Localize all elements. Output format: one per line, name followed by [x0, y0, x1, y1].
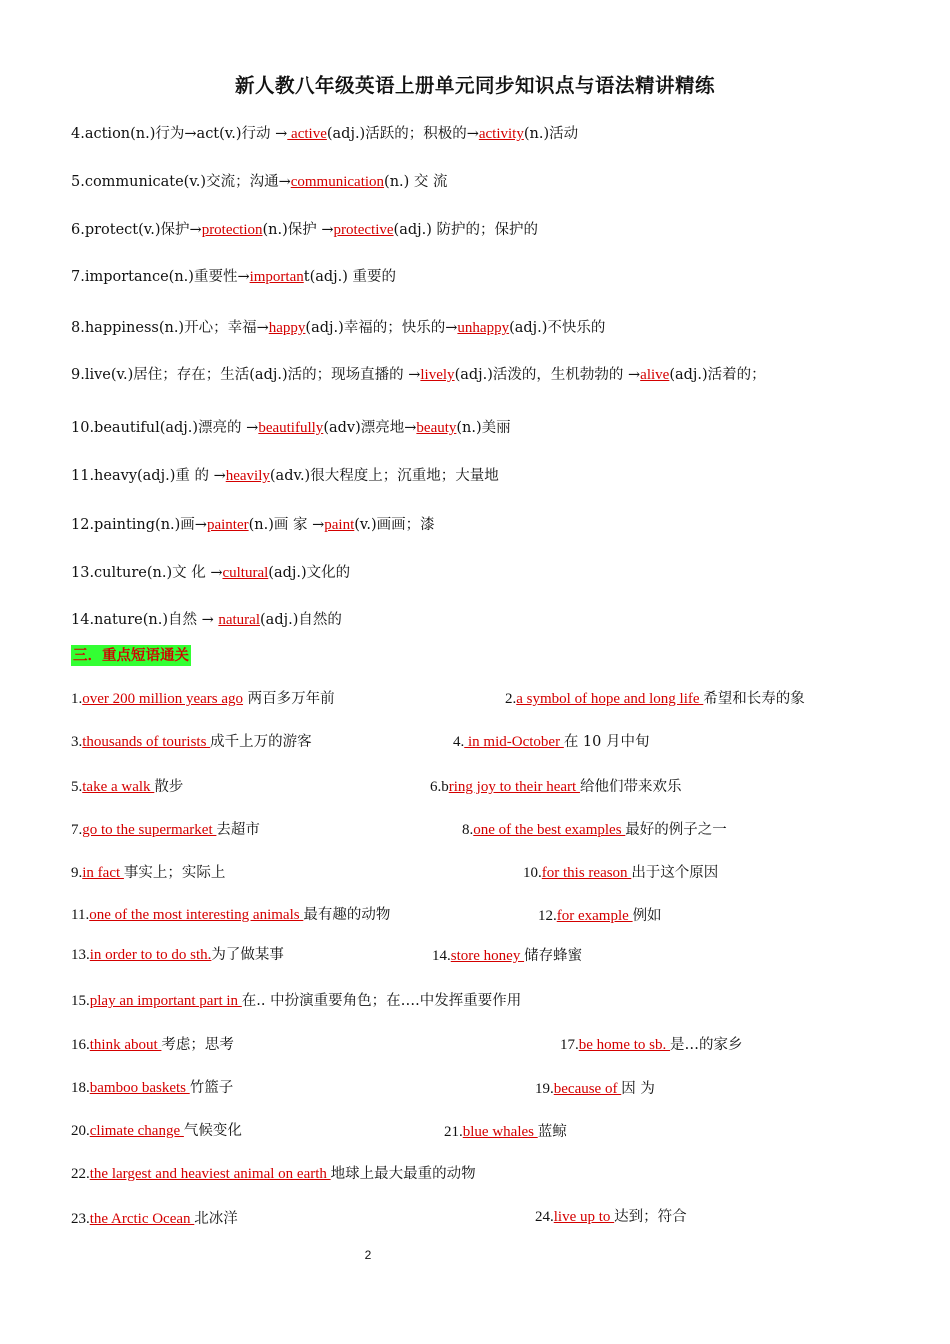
word-form-line-11	[71, 466, 499, 486]
word-form-line-5	[71, 172, 448, 192]
phrase-meaning: 去超市	[216, 822, 260, 838]
phrase-number: 5.	[71, 779, 83, 795]
phrase-meaning: 竹篮子	[189, 1080, 234, 1096]
phrase-answer: ring joy to their heart	[448, 779, 580, 795]
phrase-number: 20.	[71, 1123, 90, 1139]
word-form-text: (adj.) 防护的；保护的	[393, 222, 538, 238]
word-form-answer: paint	[324, 517, 355, 533]
phrase-item-16	[71, 1035, 234, 1055]
phrase-number: 12.	[538, 908, 557, 924]
phrase-answer: play an important part in	[89, 993, 242, 1009]
word-form-text: 14.nature(n.)自然 →	[71, 612, 219, 628]
phrase-number: 23.	[71, 1211, 90, 1227]
phrase-item-15	[71, 991, 521, 1011]
phrase-answer: thousands of tourists	[82, 734, 211, 750]
phrase-item-1	[71, 689, 335, 709]
word-form-text: (adj.)活跃的；积极的→	[326, 126, 479, 142]
word-form-text: (n.)活动	[523, 126, 579, 142]
phrase-meaning: 例如	[632, 908, 662, 924]
phrase-answer: live up to	[553, 1209, 615, 1225]
phrase-item-24	[535, 1207, 687, 1227]
phrase-meaning: 希望和长寿的象	[703, 691, 805, 707]
phrase-answer: blue whales	[462, 1124, 538, 1140]
word-form-answer: cultural	[222, 565, 269, 581]
phrase-answer: in order to to do sth.	[89, 947, 212, 963]
phrase-meaning: 最有趣的动物	[303, 907, 391, 923]
phrase-answer: for example	[556, 908, 633, 924]
phrase-number: 22.	[71, 1166, 90, 1182]
phrase-number: 14.	[432, 948, 451, 964]
phrase-meaning: 是…的家乡	[670, 1037, 743, 1053]
phrase-item-14	[432, 946, 582, 966]
phrase-number: 17.	[560, 1037, 579, 1053]
page-number: 2	[364, 1248, 372, 1262]
phrase-number: 13.	[71, 947, 90, 963]
word-form-answer: activity	[478, 126, 524, 142]
phrase-number: 1.	[71, 691, 83, 707]
word-form-text: 8.happiness(n.)开心；幸福→	[71, 320, 269, 336]
phrase-item-8	[462, 820, 727, 840]
word-form-text: (adj.)活着的；	[669, 367, 766, 383]
word-form-answer: beauty	[416, 420, 457, 436]
phrase-meaning: 因 为	[621, 1081, 655, 1097]
phrase-number: 10.	[523, 865, 542, 881]
word-form-text: 9.live(v.)居住；存在；生活(adj.)活的；现场直播的 →	[71, 367, 421, 383]
phrase-answer: because of	[553, 1081, 622, 1097]
phrase-item-10	[523, 863, 718, 883]
phrase-meaning: 在 10 月中旬	[563, 734, 650, 750]
word-form-text: 6.protect(v.)保护→	[71, 222, 202, 238]
phrase-answer: one of the best examples	[473, 822, 626, 838]
phrase-answer: bamboo baskets	[89, 1080, 190, 1096]
word-form-text: (n.)保护 →	[262, 222, 334, 238]
page-title: 新人教八年级英语上册单元同步知识点与语法精讲精练	[234, 74, 715, 97]
word-form-text: (adj.)文化的	[268, 565, 351, 581]
word-form-text: 13.culture(n.)文 化 →	[71, 565, 223, 581]
phrase-answer: in mid-October	[464, 734, 564, 750]
phrase-item-21	[444, 1122, 567, 1142]
phrase-item-12	[538, 906, 662, 926]
word-form-line-14	[71, 610, 342, 630]
phrase-number: 4.	[453, 734, 465, 750]
phrase-item-23	[71, 1209, 238, 1229]
word-form-text: (adv.)很大程度上；沉重地；大量地	[269, 468, 499, 484]
word-form-text: 12.painting(n.)画→	[71, 517, 207, 533]
word-form-text: 7.importance(n.)重要性→	[71, 269, 250, 285]
word-form-line-12	[71, 515, 435, 535]
phrase-item-18	[71, 1078, 233, 1098]
phrase-number: 3.	[71, 734, 83, 750]
phrase-item-20	[71, 1121, 242, 1141]
phrase-answer: take a walk	[82, 779, 155, 795]
phrase-answer: the Arctic Ocean	[89, 1211, 195, 1227]
word-form-answer: beautifully	[258, 420, 324, 436]
phrase-item-9	[71, 863, 225, 883]
phrase-meaning: 最好的例子之一	[625, 822, 727, 838]
word-form-text: (n.)美丽	[456, 420, 511, 436]
word-form-answer: protective	[333, 222, 394, 238]
word-form-line-10	[71, 418, 511, 438]
word-form-text: t(adj.) 重要的	[303, 269, 397, 285]
section-heading: 三．重点短语通关	[73, 647, 189, 664]
word-form-text: (adj.)自然的	[260, 612, 342, 628]
phrase-meaning: 散步	[154, 779, 184, 795]
phrase-number: 15.	[71, 993, 90, 1009]
word-form-line-13	[71, 563, 350, 583]
word-form-answer: protection	[201, 222, 263, 238]
phrase-meaning: 地球上最大最重的动物	[330, 1166, 476, 1182]
word-form-text: (v.)画画；漆	[354, 517, 435, 533]
phrase-answer: think about	[89, 1037, 162, 1053]
word-form-answer: alive	[640, 367, 670, 383]
word-form-answer: lively	[420, 367, 455, 383]
phrase-number: 8.	[462, 822, 474, 838]
phrase-item-4	[453, 732, 649, 752]
word-form-answer: happy	[268, 320, 306, 336]
phrase-item-2	[505, 689, 805, 709]
phrase-item-17	[560, 1035, 743, 1055]
word-form-text: (adj.)不快乐的	[509, 320, 606, 336]
word-form-answer: communication	[290, 174, 385, 190]
phrase-number: 24.	[535, 1209, 554, 1225]
phrase-meaning: 事实上；实际上	[123, 865, 226, 881]
phrase-answer: climate change	[89, 1123, 184, 1139]
phrase-number: 21.	[444, 1124, 463, 1140]
word-form-answer: importan	[249, 269, 304, 285]
phrase-number: 7.	[71, 822, 83, 838]
word-form-answer: unhappy	[457, 320, 510, 336]
word-form-text: (adj.)幸福的；快乐的→	[305, 320, 458, 336]
phrase-number: 16.	[71, 1037, 90, 1053]
word-form-line-9	[71, 365, 766, 385]
word-form-text: 4.action(n.)行为→act(v.)行动 →	[71, 126, 288, 142]
phrase-answer: over 200 million years ago	[82, 691, 244, 707]
phrase-answer: be home to sb.	[578, 1037, 670, 1053]
phrase-number: 18.	[71, 1080, 90, 1096]
phrase-meaning: 气候变化	[183, 1123, 242, 1139]
word-form-line-4	[71, 124, 578, 144]
phrase-answer: the largest and heaviest animal on earth	[89, 1166, 331, 1182]
word-form-line-6	[71, 220, 538, 240]
word-form-text: 10.beautiful(adj.)漂亮的 →	[71, 420, 259, 436]
word-form-answer: heavily	[225, 468, 270, 484]
phrase-number: 19.	[535, 1081, 554, 1097]
word-form-text: 11.heavy(adj.)重 的 →	[71, 468, 226, 484]
phrase-meaning: 出于这个原因	[631, 865, 719, 881]
word-form-text: (adv)漂亮地→	[323, 420, 417, 436]
word-form-answer: natural	[218, 612, 261, 628]
phrase-meaning: 为了做某事	[211, 947, 284, 963]
phrase-number: 11.	[71, 907, 90, 923]
phrase-answer: store honey	[450, 948, 525, 964]
phrase-meaning: 达到；符合	[614, 1209, 687, 1225]
phrase-answer: a symbol of hope and long life	[516, 691, 704, 707]
word-form-text: (n.)画 家 →	[248, 517, 325, 533]
phrase-item-22	[71, 1164, 476, 1184]
word-form-text: (n.) 交 流	[384, 174, 448, 190]
word-form-text: 5.communicate(v.)交流；沟通→	[71, 174, 291, 190]
phrase-meaning: 考虑；思考	[161, 1037, 234, 1053]
phrase-meaning: 两百多万年前	[243, 691, 335, 707]
phrase-answer: for this reason	[541, 865, 632, 881]
phrase-item-11	[71, 905, 390, 925]
phrase-answer: go to the supermarket	[82, 822, 217, 838]
phrase-item-6	[430, 777, 681, 797]
phrase-answer: in fact	[82, 865, 124, 881]
phrase-item-5	[71, 777, 183, 797]
word-form-answer: painter	[206, 517, 249, 533]
phrase-meaning: 在.. 中扮演重要角色；在….中发挥重要作用	[241, 993, 522, 1009]
phrase-number: 9.	[71, 865, 83, 881]
word-form-line-7	[71, 267, 396, 287]
phrase-meaning: 给他们带来欢乐	[579, 779, 682, 795]
word-form-answer: active	[287, 126, 327, 142]
phrase-item-7	[71, 820, 260, 840]
phrase-item-13	[71, 945, 284, 965]
phrase-meaning: 北冰洋	[194, 1211, 238, 1227]
phrase-item-3	[71, 732, 312, 752]
phrase-number: 2.	[505, 691, 517, 707]
phrase-answer: one of the most interesting animals	[89, 907, 304, 923]
word-form-text: (adj.)活泼的，生机勃勃的 →	[454, 367, 641, 383]
phrase-meaning: 蓝鲸	[537, 1124, 567, 1140]
phrase-meaning: 储存蜂蜜	[524, 948, 583, 964]
phrase-number: 6.b	[430, 779, 449, 795]
phrase-meaning: 成千上万的游客	[210, 734, 312, 750]
word-form-line-8	[71, 318, 605, 338]
phrase-item-19	[535, 1079, 655, 1099]
